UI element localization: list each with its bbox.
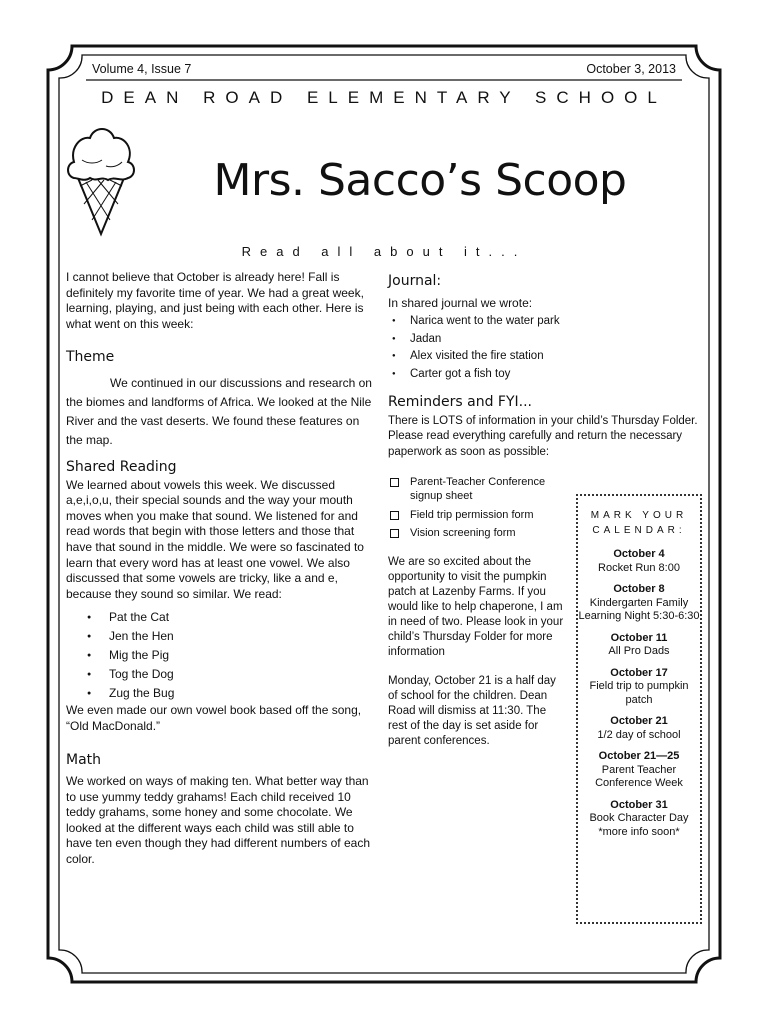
list-item: ● Zug the Bug xyxy=(109,684,372,703)
event-date: October 8 xyxy=(613,583,665,595)
event-desc: 1/2 day of school xyxy=(597,728,681,741)
calendar-event xyxy=(578,799,700,840)
event-date: October 11 xyxy=(610,631,668,644)
newsletter-title: Mrs. Sacco’s Scoop xyxy=(213,155,627,206)
list-item: ● Carter got a fish toy xyxy=(410,366,704,384)
checklist-item: Vision screening form xyxy=(410,526,580,541)
reminders-heading: Reminders and FYI... xyxy=(388,394,532,411)
school-name: DEAN ROAD ELEMENTARY SCHOOL xyxy=(101,88,667,107)
left-column xyxy=(66,270,372,868)
list-item: ● Pat the Cat xyxy=(109,608,372,627)
pumpkin-text: We are so excited about the opportunity to visit the pumpkin patch at Lazenby Farms. If you would like to help chaperone, I am in need of two. Please look in your child’s Thursday Folder for more information xyxy=(388,555,564,658)
list-item: ● Alex visited the fire station xyxy=(410,348,704,366)
volume-issue: Volume 4, Issue 7 xyxy=(92,62,192,76)
calendar-box xyxy=(576,494,702,924)
calendar-event xyxy=(578,715,700,742)
event-desc: Rocket Run 8:00 xyxy=(598,561,680,574)
theme-heading: Theme xyxy=(66,349,115,366)
intro-text: I cannot believe that October is already here! Fall is definitely my favorite time of year. We had a great week, learning, playing, and just being with each other. Here is what went on this week: xyxy=(66,270,364,331)
event-date: October 21 xyxy=(610,715,668,727)
book-list xyxy=(66,608,372,703)
reminders-text: There is LOTS of information in your child’s Thursday Folder. Please read everything carefully and return the necessary paperwork as soon as possible: xyxy=(388,414,698,458)
tagline: Read all about it... xyxy=(241,244,527,259)
journal-intro: In shared journal we wrote: xyxy=(388,295,533,310)
event-desc: All Pro Dads xyxy=(608,645,670,657)
checklist-item: Field trip permission form xyxy=(410,508,580,523)
calendar-event xyxy=(578,583,700,624)
event-date: October 4 xyxy=(613,548,665,560)
halfday-text: Monday, October 21 is a half day of school for the children. Dean Road will dismiss at 11:30. The rest of the day is set aside for parent conferences. xyxy=(388,674,556,747)
journal-list xyxy=(388,313,704,383)
calendar-event xyxy=(578,632,700,659)
ice-cream-cone-icon xyxy=(62,120,140,238)
journal-heading: Journal: xyxy=(388,273,442,289)
list-item: ● Tog the Dog xyxy=(109,665,372,684)
list-item: ● Mig the Pig xyxy=(109,646,372,665)
event-desc: Parent Teacher Conference Week xyxy=(595,763,683,789)
paperwork-checklist xyxy=(388,475,580,541)
event-desc: Field trip to pumpkin patch xyxy=(589,680,689,706)
shared-reading-text: We learned about vowels this week. We discussed a,e,i,o,u, their special sounds and the way your mouth moves when you make that sound. We listened for and read words that begin with those letters and those that have that sound in the middle. We were so fascinated to learn that every word has at least one vowel. We also discussed that some vowels are tricky, like a and e, because they sound so similar. We read: xyxy=(66,477,364,601)
list-item: ● Jen the Hen xyxy=(109,627,372,646)
theme-text: We continued in our discussions and research on the biomes and landforms of Africa. We looked at the Nile River and the vast deserts. We found these features on the map. xyxy=(66,375,372,447)
calendar-event xyxy=(578,750,700,791)
shared-reading-closing: We even made our own vowel book based off the song, “Old MacDonald.” xyxy=(66,703,362,733)
shared-reading-heading: Shared Reading xyxy=(66,458,177,475)
event-date: October 17 xyxy=(610,666,668,679)
event-desc: Book Character Day *more info soon* xyxy=(589,812,689,838)
math-text: We worked on ways of making ten. What better way than to use yummy teddy grahams! Each child received 10 teddy grahams, some honey and some chocolate. We looked at the different ways each child was still able to have ten even though they had different numbers of each color. xyxy=(66,774,370,867)
checklist-item: Parent-Teacher Conference signup sheet xyxy=(410,475,580,504)
event-desc: Kindergarten Family Learning Night 5:30-6:30 xyxy=(578,596,700,622)
calendar-event xyxy=(578,667,700,708)
list-item: ● Narica went to the water park xyxy=(410,313,704,331)
event-date: October 31 xyxy=(610,798,668,811)
event-date: October 21—25 xyxy=(598,750,680,762)
list-item: ● Jadan xyxy=(410,331,704,349)
calendar-heading: MARK YOUR CALENDAR: xyxy=(590,510,688,536)
calendar-event xyxy=(578,548,700,575)
math-heading: Math xyxy=(66,751,102,768)
issue-date: October 3, 2013 xyxy=(586,62,676,76)
